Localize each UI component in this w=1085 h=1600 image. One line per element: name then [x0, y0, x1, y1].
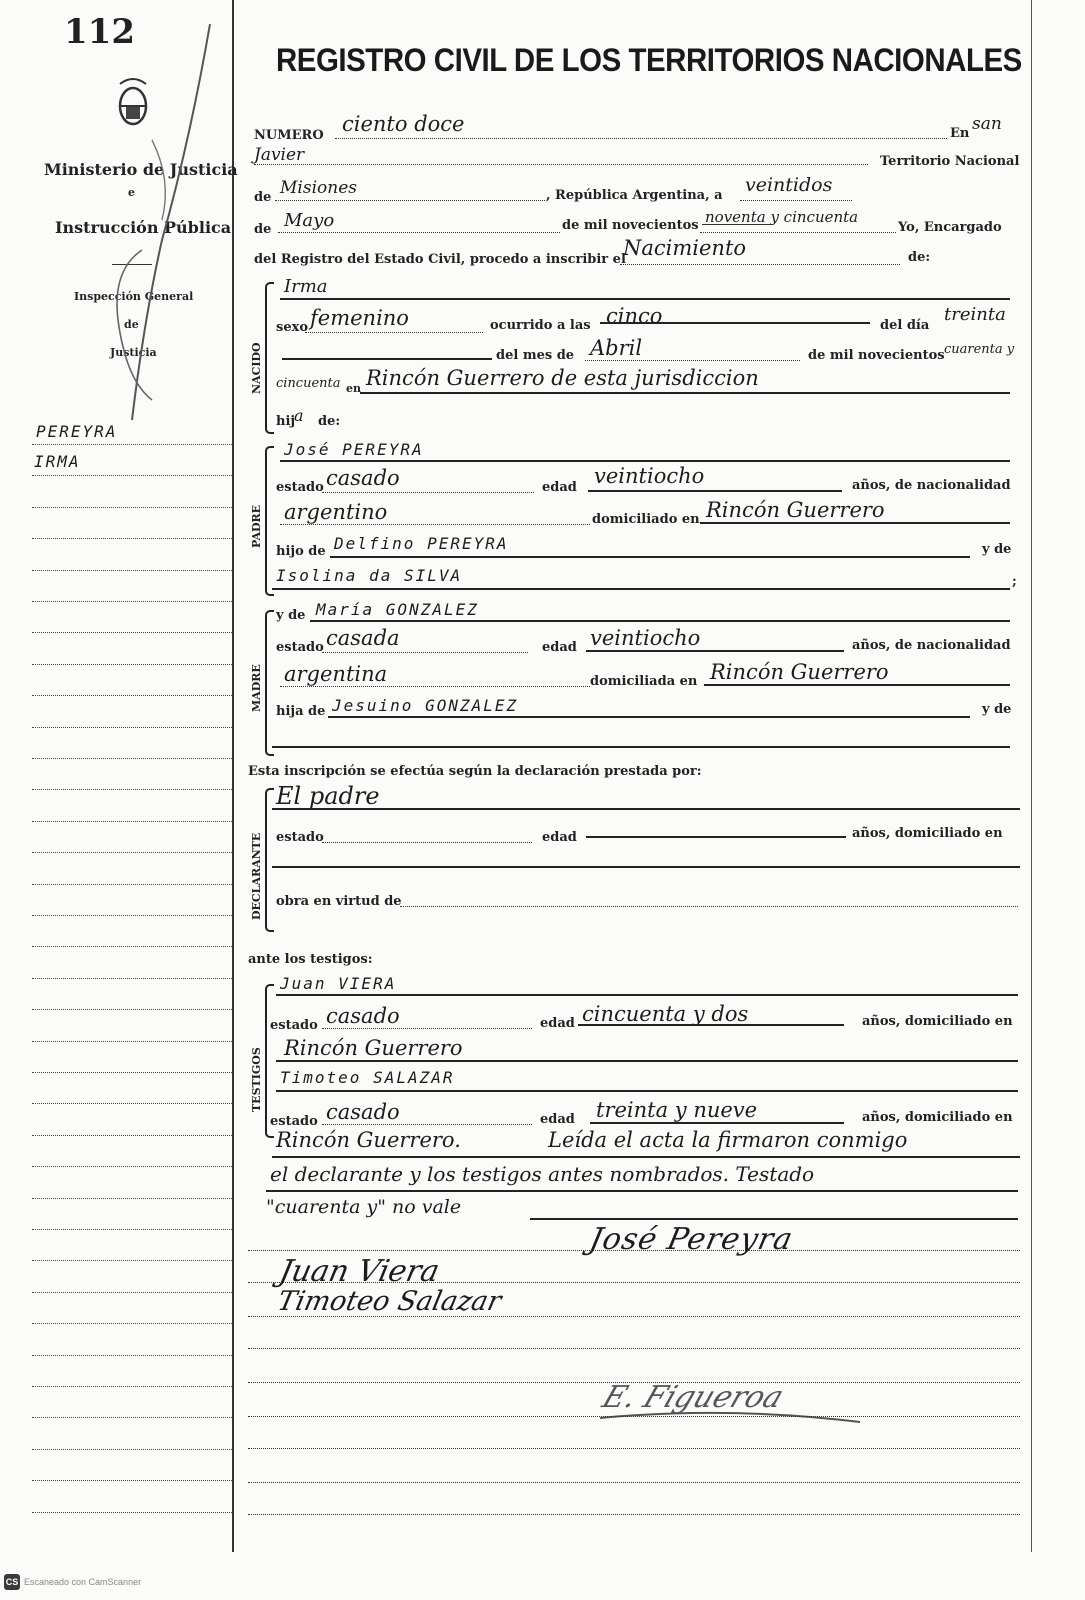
margin-ruled-line — [32, 1480, 232, 1481]
madre-estado-label: estado — [276, 640, 324, 655]
hour-line — [600, 322, 870, 324]
year-value: noventa y cincuenta — [705, 208, 859, 226]
madre-estado-line — [322, 652, 528, 653]
w1-anios-label: años, domiciliado en — [862, 1014, 1013, 1029]
signature-encargado: E. Figueroa — [597, 1380, 789, 1415]
mil-label: de mil novecientos — [562, 218, 699, 233]
signature-testigo2: Timoteo Salazar — [274, 1286, 505, 1317]
w2-anios-label: años, domiciliado en — [862, 1110, 1013, 1125]
madre-mother-line — [272, 746, 1010, 748]
closing-line1: Leída el acta la firmaron conmigo — [548, 1128, 908, 1152]
declarante-obra-label: obra en virtud de — [276, 894, 402, 909]
padre-edad-line — [588, 490, 842, 492]
sexo-line — [305, 332, 483, 333]
margin-ruled-line — [32, 1135, 232, 1136]
year-strike — [702, 224, 772, 225]
padre-mother-line — [272, 588, 1010, 590]
w2-edad-label: edad — [540, 1112, 575, 1127]
left-border-line — [232, 0, 234, 1552]
de2-label: de — [254, 222, 272, 237]
place-line — [254, 164, 868, 165]
madre-domicilio-line — [704, 684, 1010, 686]
document-title: REGISTRO CIVIL DE LOS TERRITORIOS NACIONALES — [276, 42, 1022, 78]
margin-ruled-line — [32, 538, 232, 539]
ministry-line3: Instrucción Pública — [55, 218, 232, 237]
padre-father-line — [330, 556, 970, 558]
madre-hija-label: hija de — [276, 704, 326, 719]
margin-ruled-line — [32, 632, 232, 633]
margin-ruled-line — [32, 1417, 232, 1418]
nacido-place-value: Rincón Guerrero de esta jurisdiccion — [366, 366, 759, 390]
encargado-label: Yo, Encargado — [898, 220, 1002, 235]
madre-name-value: María GONZALEZ — [316, 600, 479, 619]
closing-line3: "cuarenta y" no vale — [266, 1196, 462, 1218]
margin-ruled-line — [32, 695, 232, 696]
signature-declarante: José Pereyra — [586, 1222, 797, 1257]
w1-edad-value: cincuenta y dos — [582, 1002, 749, 1026]
margin-ruled-line — [32, 915, 232, 916]
margin-ruled-line — [32, 946, 232, 947]
margin-ruled-line — [32, 1323, 232, 1324]
margin-ruled-line — [32, 1009, 232, 1010]
margin-ruled-line — [32, 664, 232, 665]
sexo-value: femenino — [310, 306, 409, 330]
body-ruled-line — [248, 1382, 1020, 1383]
padre-estado-value: casado — [326, 466, 400, 490]
numero-value: ciento doce — [342, 112, 465, 136]
madre-edad-line — [586, 650, 844, 652]
body-ruled-line — [248, 1348, 1020, 1349]
scanner-badge: CS — [4, 1574, 20, 1590]
republica-label: , República Argentina, a — [546, 188, 723, 203]
hijo-de-label: de: — [318, 414, 341, 429]
padre-bracket — [265, 446, 274, 596]
body-ruled-line — [248, 1416, 1020, 1417]
mes-label: del mes de — [496, 348, 575, 363]
madre-nacionalidad-value: argentina — [284, 662, 388, 686]
margin-ruled-line — [32, 852, 232, 853]
annotation-surname: PEREYRA — [36, 422, 118, 441]
de-label: de — [254, 190, 272, 205]
signature-testigo1: Juan Viera — [276, 1254, 443, 1289]
day-value: veintidos — [745, 174, 833, 196]
w2-name-value: Timoteo SALAZAR — [280, 1068, 455, 1087]
padre-domicilio-value: Rincón Guerrero — [706, 498, 885, 522]
madre-edad-value: veintiocho — [590, 626, 701, 650]
margin-ruled-line — [32, 1166, 232, 1167]
margin-ruled-line — [32, 1072, 232, 1073]
nacido-name-line — [280, 298, 1010, 300]
mes-line-left — [282, 358, 492, 360]
margin-ruled-line — [32, 1260, 232, 1261]
registro-label: del Registro del Estado Civil, procedo a inscribir el — [254, 252, 626, 267]
padre-father-value: Delfino PEREYRA — [334, 534, 509, 553]
padre-name-value: José PEREYRA — [284, 440, 424, 459]
padre-domiciliado-label: domiciliado en — [592, 512, 700, 527]
declarante-domicilio-line — [272, 866, 1020, 868]
margin-ruled-line — [32, 1292, 232, 1293]
nacido-year2-value: cincuenta — [276, 376, 341, 391]
margin-ruled-line — [32, 884, 232, 885]
madre-nacionalidad-line — [280, 686, 590, 687]
de3-label: de: — [908, 250, 931, 265]
padre-domicilio-line — [700, 522, 1010, 524]
w2-estado-label: estado — [270, 1114, 318, 1129]
body-ruled-line — [248, 1448, 1020, 1449]
act-line — [620, 264, 900, 265]
testigos-intro-label: ante los testigos: — [248, 952, 373, 967]
margin-ruled-line — [32, 1198, 232, 1199]
madre-y-de2-label: y de — [982, 702, 1012, 717]
declarante-section-label: DECLARANTE — [250, 832, 263, 920]
madre-father-line — [328, 716, 970, 718]
body-ruled-line — [248, 1282, 1020, 1283]
w1-domicilio-line — [276, 1060, 1018, 1062]
place-value: Javier — [254, 145, 305, 165]
inspection-line2: de — [124, 318, 139, 331]
numero-line — [335, 138, 947, 139]
nacido-month-line — [585, 360, 800, 361]
madre-father-value: Jesuino GONZALEZ — [332, 696, 519, 715]
declarante-obra-line — [400, 906, 1018, 907]
declarante-value: El padre — [276, 782, 380, 810]
padre-section-label: PADRE — [250, 504, 263, 548]
inspection-line1: Inspección General — [74, 290, 194, 303]
margin-ruled-line — [32, 507, 232, 508]
madre-name-line — [310, 620, 1010, 622]
madre-y-de-label: y de — [276, 608, 306, 623]
margin-ruled-line — [32, 1386, 232, 1387]
padre-end-mark: ; — [1012, 574, 1017, 589]
w2-edad-value: treinta y nueve — [596, 1098, 758, 1122]
padre-estado-label: estado — [276, 480, 324, 495]
w2-estado-line — [322, 1124, 532, 1125]
declarante-value-line — [272, 808, 1020, 810]
body-ruled-line — [248, 1316, 1020, 1317]
month-value: Mayo — [284, 210, 335, 231]
margin-ruled-line — [32, 978, 232, 979]
territorio-label: Territorio Nacional — [880, 154, 1020, 169]
w1-name-line — [276, 994, 1018, 996]
annotation-name: IRMA — [34, 452, 81, 471]
declarante-edad-label: edad — [542, 830, 577, 845]
w1-domicilio-value: Rincón Guerrero — [284, 1036, 463, 1060]
margin-ruled-line — [32, 1103, 232, 1104]
inspection-line3: Justicia — [110, 346, 157, 359]
margin-ruled-line — [32, 1449, 232, 1450]
madre-section-label: MADRE — [250, 664, 263, 712]
year-line — [700, 232, 896, 233]
padre-estado-line — [322, 492, 534, 493]
sexo-label: sexo — [276, 320, 309, 335]
day-line — [740, 200, 852, 201]
w2-estado-value: casado — [326, 1100, 400, 1124]
en-value: san — [972, 114, 1002, 134]
ministry-line1: Ministerio de Justicia — [44, 160, 238, 179]
padre-edad-label: edad — [542, 480, 577, 495]
ocurrido-label: ocurrido a las — [490, 318, 591, 333]
margin-ruled-line — [32, 1512, 232, 1513]
page-number: 112 — [64, 12, 135, 52]
padre-nacionalidad-line — [280, 524, 590, 525]
padre-y-de-label: y de — [982, 542, 1012, 557]
declarante-estado-line — [322, 842, 532, 843]
territory-value: Misiones — [280, 178, 357, 198]
padre-hijo-label: hijo de — [276, 544, 326, 559]
nacido-month-value: Abril — [590, 336, 643, 360]
margin-ruled-line — [32, 601, 232, 602]
w2-edad-line — [590, 1122, 844, 1124]
hijo-suffix: a — [294, 406, 304, 425]
del-dia-label: del día — [880, 318, 930, 333]
padre-nacionalidad-value: argentino — [284, 500, 388, 524]
margin-ruled-line — [32, 821, 232, 822]
declarante-intro-label: Esta inscripción se efectúa según la declaración prestada por: — [248, 764, 702, 779]
nacido-mil-label: de mil novecientos — [808, 348, 945, 363]
ministry-line2: e — [128, 186, 135, 199]
closing-line1-rule — [272, 1156, 1020, 1158]
body-ruled-line — [248, 1514, 1020, 1515]
declarante-anios-label: años, domiciliado en — [852, 826, 1003, 841]
closing-line3-rule — [530, 1218, 1018, 1220]
margin-ruled-line — [32, 475, 232, 476]
closing-line2: el declarante y los testigos antes nombrados. Testado — [270, 1162, 815, 1186]
madre-edad-label: edad — [542, 640, 577, 655]
month-line — [278, 232, 560, 233]
closing-line2-rule — [266, 1190, 1018, 1192]
madre-domiciliada-label: domiciliada en — [590, 674, 698, 689]
padre-anios-label: años, de nacionalidad — [852, 478, 1011, 493]
margin-ruled-line — [32, 1041, 232, 1042]
w1-name-value: Juan VIERA — [280, 974, 397, 993]
madre-anios-label: años, de nacionalidad — [852, 638, 1011, 653]
madre-estado-value: casada — [326, 626, 400, 650]
padre-mother-value: Isolina da SILVA — [276, 566, 463, 585]
margin-ruled-line — [32, 1229, 232, 1230]
numero-label: NUMERO — [254, 128, 324, 143]
nacido-name-value: Irma — [284, 276, 328, 297]
nacido-year-value: cuarenta y — [944, 342, 1015, 357]
scanner-text: Escaneado con CamScanner — [24, 1577, 142, 1587]
body-ruled-line — [248, 1250, 1020, 1251]
nacido-day-value: treinta — [944, 304, 1006, 325]
nacido-section-label: NACIDO — [250, 342, 263, 394]
margin-ruled-line — [32, 444, 232, 445]
en-label: En — [950, 126, 970, 141]
margin-scribble-signature — [92, 20, 222, 440]
nacido-bracket — [265, 282, 274, 434]
hijo-label: hij — [276, 414, 296, 429]
nacido-place-line — [360, 392, 1010, 394]
margin-ruled-line — [32, 570, 232, 571]
w1-estado-value: casado — [326, 1004, 400, 1028]
declarante-estado-label: estado — [276, 830, 324, 845]
nacido-en-label: en — [346, 382, 361, 395]
padre-edad-value: veintiocho — [594, 464, 705, 488]
declarante-edad-line — [586, 836, 846, 838]
act-value: Nacimiento — [623, 236, 747, 260]
padre-name-line — [280, 460, 1010, 462]
margin-ruled-line — [32, 727, 232, 728]
w1-estado-label: estado — [270, 1018, 318, 1033]
margin-ruled-line — [32, 789, 232, 790]
margin-ruled-line — [32, 1355, 232, 1356]
margin-ruled-line — [32, 758, 232, 759]
hour-value: cinco — [606, 304, 663, 328]
testigos-section-label: TESTIGOS — [250, 1047, 263, 1112]
territory-line — [275, 200, 545, 201]
w1-edad-label: edad — [540, 1016, 575, 1031]
w2-name-line — [276, 1090, 1018, 1092]
body-ruled-line — [248, 1482, 1020, 1483]
w2-domicilio-value: Rincón Guerrero. — [276, 1128, 461, 1152]
right-border-line — [1031, 0, 1032, 1552]
w1-edad-line — [578, 1024, 844, 1026]
w1-estado-line — [322, 1028, 532, 1029]
madre-bracket — [265, 610, 274, 756]
madre-domicilio-value: Rincón Guerrero — [710, 660, 889, 684]
